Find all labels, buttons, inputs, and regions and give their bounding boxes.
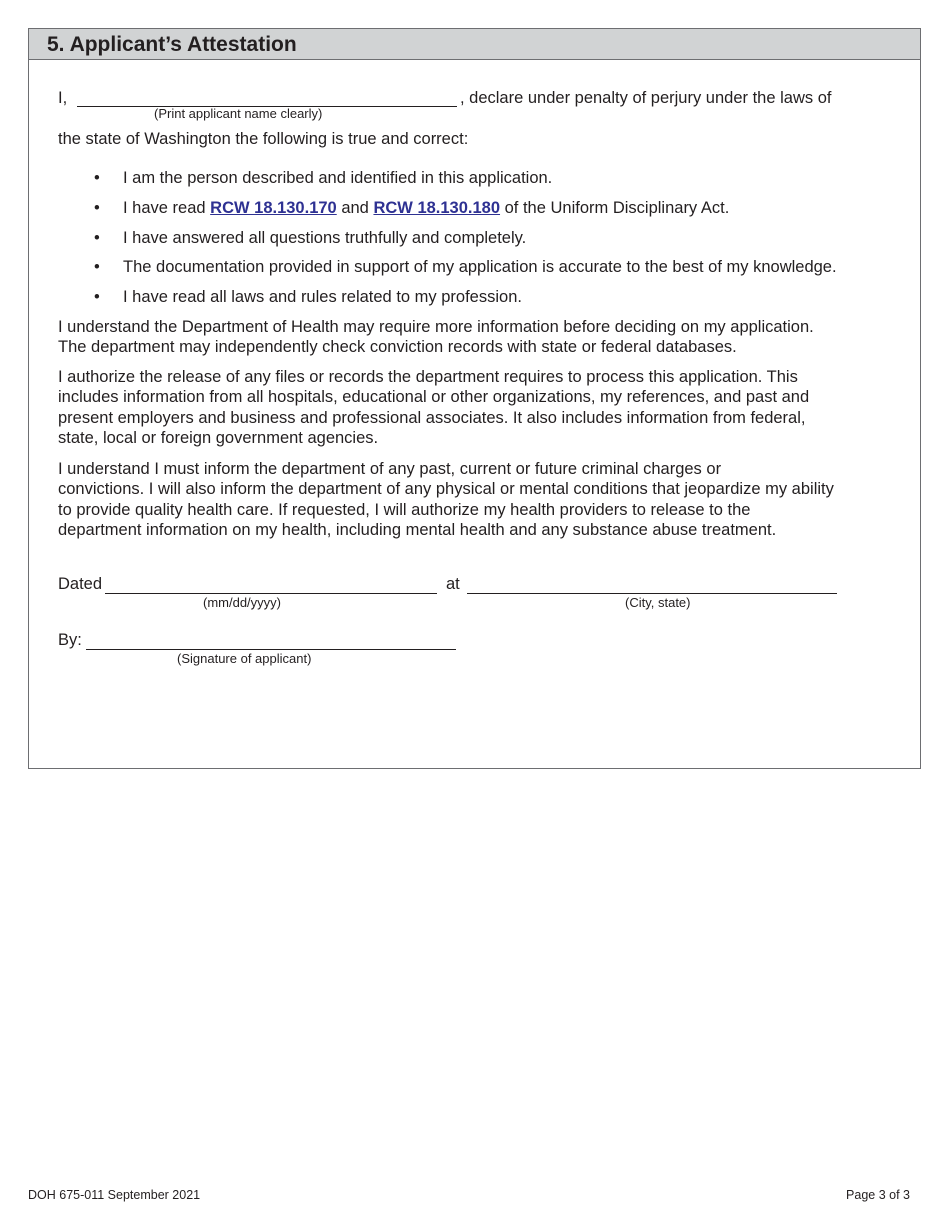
name-field-caption: (Print applicant name clearly)	[154, 106, 323, 121]
bullet-marker: •	[94, 169, 100, 187]
signature-caption: (Signature of applicant)	[177, 651, 312, 666]
paragraph-line: to provide quality health care. If requested, I will authorize my health providers to release to the	[58, 500, 751, 519]
bullet-text: and	[341, 199, 369, 217]
paragraph-line: includes information from all hospitals, educational or other organizations, my references, and past and	[58, 388, 810, 407]
paragraph-line: The department may independently check conviction records with state or federal databases.	[58, 338, 737, 357]
paragraph-authorization	[58, 367, 888, 448]
paragraph-information	[58, 317, 888, 358]
paragraph-line: I authorize the release of any files or records the department requires to process this application. This	[58, 368, 798, 386]
form-id: DOH 675-011 September 2021	[28, 1188, 201, 1202]
bullet-marker: •	[94, 288, 100, 306]
attestation-section	[28, 28, 921, 769]
bullet-marker: •	[94, 229, 100, 247]
date-field[interactable]	[105, 593, 437, 594]
by-label: By:	[58, 631, 82, 649]
page-number: Page 3 of 3	[846, 1188, 910, 1202]
at-label: at	[446, 575, 460, 593]
paragraph-disclosure	[58, 459, 888, 540]
city-state-caption: (City, state)	[625, 595, 691, 610]
bullet-item: The documentation provided in support of my application is accurate to the best of my knowledge.	[123, 258, 837, 276]
bullet-item: I am the person described and identified in this application.	[123, 169, 553, 187]
date-field-caption: (mm/dd/yyyy)	[203, 595, 281, 610]
paragraph-line: department information on my health, including mental health and any substance abuse treatment.	[58, 520, 777, 539]
paragraph-line: present employers and business and professional associates. It also includes information from federal,	[58, 408, 806, 427]
declaration-continuation: the state of Washington the following is true and correct:	[58, 130, 469, 148]
bullet-item: I have answered all questions truthfully and completely.	[123, 229, 527, 247]
rcw-18-130-170-link[interactable]: RCW 18.130.170	[210, 199, 337, 217]
bullet-item-rcw	[123, 198, 729, 219]
bullet-marker: •	[94, 199, 100, 217]
paragraph-line: I understand the Department of Health may require more information before deciding on my application.	[58, 318, 814, 336]
declaration-suffix: , declare under penalty of perjury under the laws of	[460, 89, 832, 107]
paragraph-line: I understand I must inform the department of any past, current or future criminal charges or	[58, 460, 722, 478]
bullet-text: I have read	[123, 199, 206, 217]
signature-field[interactable]	[86, 649, 456, 650]
section-title: 5. Applicant’s Attestation	[29, 29, 920, 60]
bullet-item: I have read all laws and rules related to my profession.	[123, 288, 522, 306]
declaration-prefix: I,	[58, 89, 68, 107]
bullet-marker: •	[94, 258, 100, 276]
paragraph-line: convictions. I will also inform the department of any physical or mental conditions that jeopardize my ability	[58, 480, 834, 499]
dated-label: Dated	[58, 575, 103, 593]
paragraph-line: state, local or foreign government agencies.	[58, 428, 379, 447]
city-state-field[interactable]	[467, 593, 837, 594]
rcw-18-130-180-link[interactable]: RCW 18.130.180	[373, 199, 501, 217]
bullet-text: of the Uniform Disciplinary Act.	[504, 199, 730, 217]
